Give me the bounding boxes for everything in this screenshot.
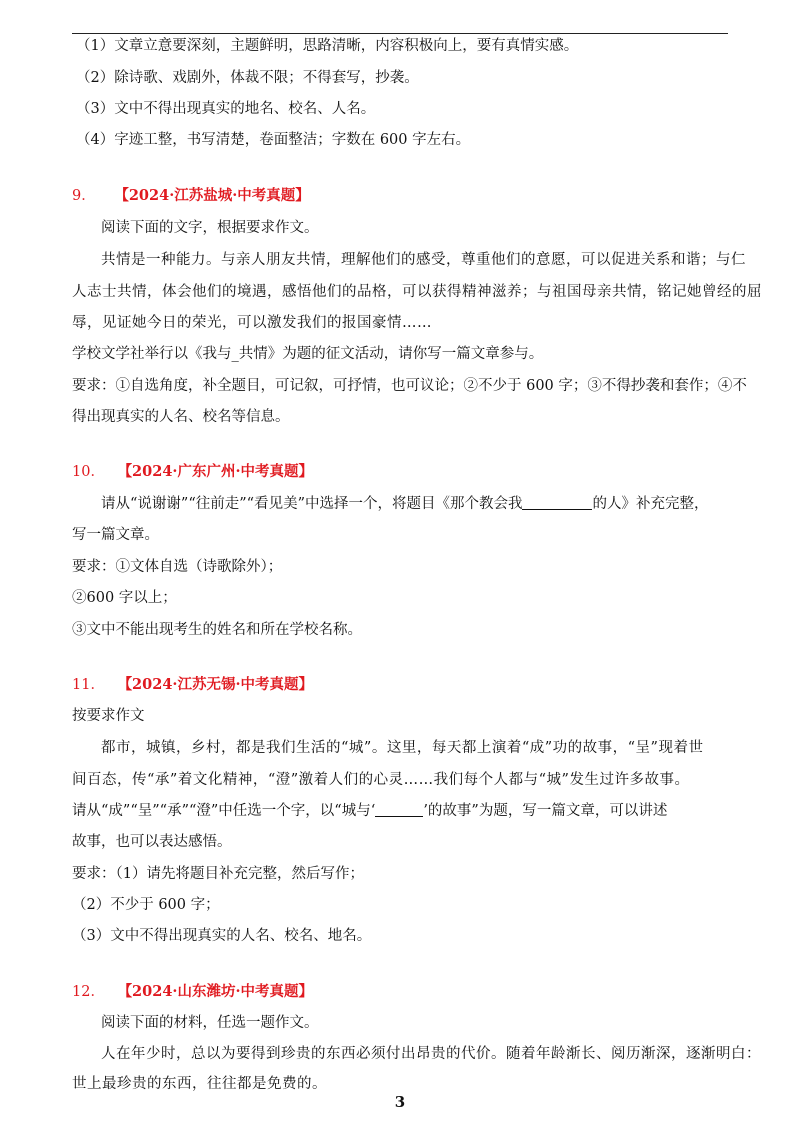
question-number: 10．	[72, 464, 105, 480]
text-line: ②600 字以上；	[72, 590, 177, 606]
text-line	[101, 494, 708, 514]
question-source-tag: 【2024·山东潍坊·中考真题】	[117, 983, 314, 1000]
text-line: 要求：①文体自选（诗歌除外）；	[72, 559, 283, 575]
question-source-tag: 【2024·江苏无锡·中考真题】	[117, 676, 314, 693]
text-line: 人在年少时，总以为要得到珍贵的东西必须付出昂贵的代价。随着年龄渐长、阅历渐深，逐渐明白：	[101, 1046, 761, 1062]
question-heading-12	[72, 982, 313, 1002]
text-line: （2）不少于 600 字；	[72, 897, 220, 913]
text-line: 间百态，传“承”着文化精神，“澄”激着人们的心灵……我们每个人都与“城”发生过许多故事。	[72, 772, 690, 788]
text-line: 要求：①自选角度，补全题目，可记叙，可抒情，也可议论；②不少于 600 字；③不得抄袭和套作；④不	[72, 378, 747, 394]
question-source-tag: 【2024·广东广州·中考真题】	[117, 463, 314, 480]
fill-blank	[522, 495, 592, 510]
text-line: （3）文中不得出现真实的人名、校名、地名。	[72, 928, 372, 944]
text-line: 故事，也可以表达感悟。	[72, 834, 232, 850]
text-line: 都市，城镇，乡村，都是我们生活的“城”。这里，每天都上演着“成”功的故事，“呈”现着世	[101, 740, 704, 756]
question-heading-10	[72, 462, 313, 482]
text-line: 按要求作文	[72, 708, 145, 724]
text-segment: 请从“成”“呈”“承”“澄”中任选一个字，以“城与‘	[72, 803, 376, 819]
text-line: 阅读下面的材料，任选一题作文。	[101, 1015, 319, 1031]
text-line: 世上最珍贵的东西，往往都是免费的。	[72, 1076, 327, 1092]
text-line: 共情是一种能力。与亲人朋友共情，理解他们的感受，尊重他们的意愿，可以促进关系和谐；与仁	[101, 252, 746, 268]
req-line: （3）文中不得出现真实的地名、校名、人名。	[76, 101, 376, 117]
text-line: 得出现真实的人名、校名等信息。	[72, 409, 290, 425]
question-heading-9	[72, 186, 310, 206]
text-segment: ’的故事”为题，写一篇文章，可以讲述	[423, 803, 668, 819]
req-line: （1）文章立意要深刻，主题鲜明，思路清晰，内容积极向上，要有真情实感。	[76, 38, 579, 54]
question-number: 11．	[72, 677, 105, 693]
req-line: （4）字迹工整，书写清楚，卷面整洁；字数在 600 字左右。	[76, 132, 471, 148]
text-line: 要求：（1）请先将题目补充完整，然后写作；	[72, 866, 364, 882]
text-segment: 请从“说谢谢”“往前走”“看见美”中选择一个，将题目《那个教会我	[101, 496, 523, 512]
text-line: 写一篇文章。	[72, 527, 159, 543]
question-number: 12．	[72, 984, 105, 1000]
text-line: 学校文学社举行以《我与_共情》为题的征文活动，请你写一篇文章参与。	[72, 346, 544, 362]
page-number: 3	[394, 1093, 406, 1111]
text-line: 阅读下面的文字，根据要求作文。	[101, 220, 319, 236]
text-segment: 的人》补充完整，	[592, 496, 709, 512]
text-line: 辱，见证她今日的荣光，可以激发我们的报国豪情……	[72, 315, 432, 331]
fill-blank	[375, 802, 423, 817]
text-line: 人志士共情，体会他们的境遇，感悟他们的品格，可以获得精神滋养；与祖国母亲共情，铭记她曾经的屈	[72, 284, 762, 300]
question-number: 9．	[72, 188, 96, 204]
question-heading-11	[72, 675, 313, 695]
question-source-tag: 【2024·江苏盐城·中考真题】	[114, 187, 310, 204]
req-line: （2）除诗歌、戏剧外，体裁不限；不得套写，抄袭。	[76, 70, 419, 86]
header-rule	[72, 33, 728, 34]
text-line	[72, 801, 667, 821]
text-line: ③文中不能出现考生的姓名和所在学校名称。	[72, 622, 362, 638]
